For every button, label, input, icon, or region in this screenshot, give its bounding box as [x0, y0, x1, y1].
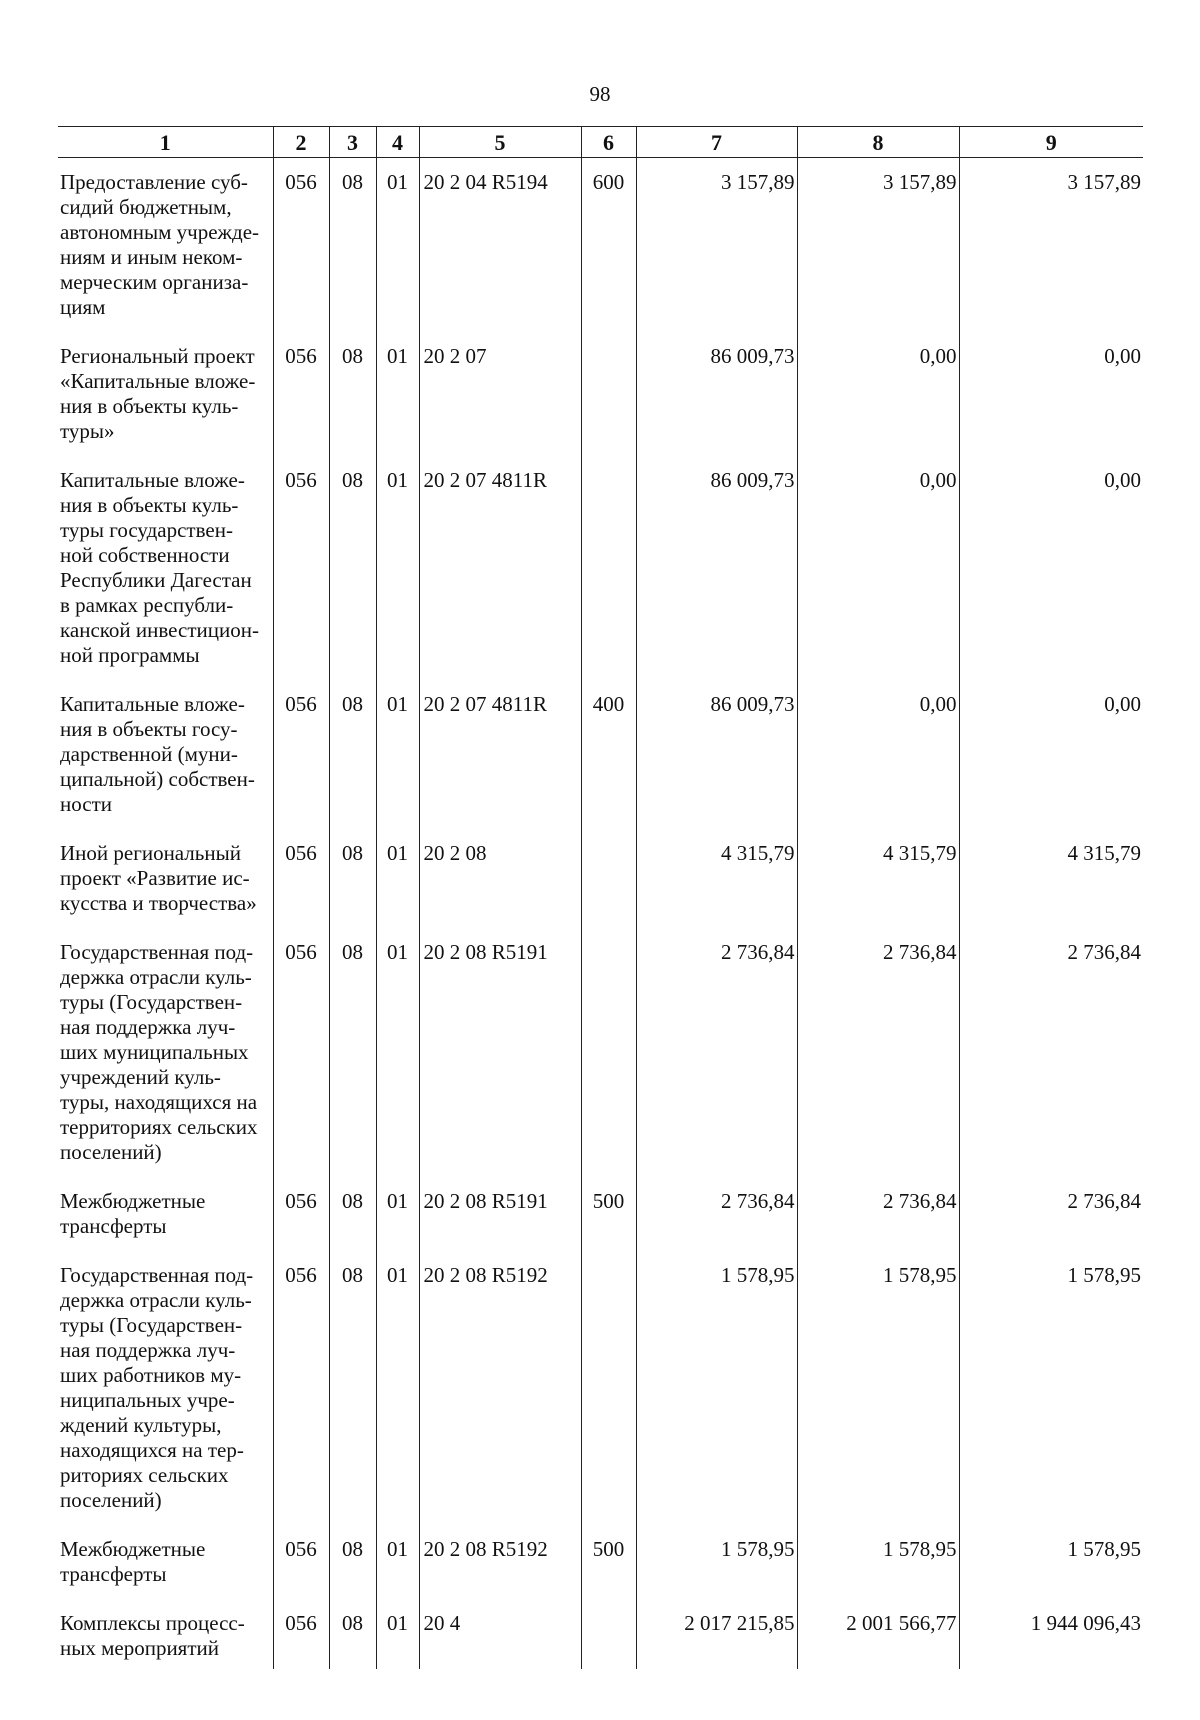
- subsection-cell: 01: [376, 332, 419, 456]
- column-header: 6: [581, 127, 636, 158]
- target-article-cell: 20 2 07 4811R: [419, 680, 581, 829]
- amount-cell: 1 578,95: [959, 1251, 1143, 1525]
- column-header: 7: [636, 127, 797, 158]
- column-header: 4: [376, 127, 419, 158]
- amount-cell: 2 736,84: [959, 928, 1143, 1177]
- amount-cell: 3 157,89: [636, 158, 797, 333]
- amount-cell: 1 578,95: [636, 1251, 797, 1525]
- subsection-cell: 01: [376, 1599, 419, 1669]
- section-cell: 08: [329, 332, 376, 456]
- table-row: [58, 1525, 1143, 1599]
- target-article-cell: 20 4: [419, 1599, 581, 1669]
- table-row: [58, 1251, 1143, 1525]
- expense-type-cell: [581, 829, 636, 928]
- expense-type-cell: [581, 1251, 636, 1525]
- row-name-cell: Комплексы процесс- ных мероприятий: [60, 1611, 245, 1660]
- table-row: [58, 680, 1143, 829]
- expense-type-cell: [581, 1599, 636, 1669]
- target-article-cell: 20 2 04 R5194: [419, 158, 581, 333]
- amount-cell: 0,00: [959, 456, 1143, 680]
- expense-type-cell: 600: [581, 158, 636, 333]
- expense-type-cell: [581, 332, 636, 456]
- amount-cell: 1 578,95: [797, 1525, 959, 1599]
- amount-cell: 3 157,89: [797, 158, 959, 333]
- amount-cell: 0,00: [959, 680, 1143, 829]
- column-header: 2: [273, 127, 329, 158]
- amount-cell: 4 315,79: [636, 829, 797, 928]
- section-cell: 08: [329, 1599, 376, 1669]
- amount-cell: 0,00: [797, 680, 959, 829]
- subsection-cell: 01: [376, 158, 419, 333]
- amount-cell: 0,00: [797, 456, 959, 680]
- subsection-cell: 01: [376, 680, 419, 829]
- target-article-cell: 20 2 08 R5192: [419, 1251, 581, 1525]
- expense-type-cell: [581, 456, 636, 680]
- row-name-cell: Капитальные вложе- ния в объекты куль- туры государствен- ной собственности Республики Дагестан в рамках республи- канской инвестицион- ной программы: [60, 468, 259, 667]
- code-cell: 056: [273, 456, 329, 680]
- amount-cell: 2 736,84: [797, 1177, 959, 1251]
- amount-cell: 2 736,84: [797, 928, 959, 1177]
- section-cell: 08: [329, 1177, 376, 1251]
- code-cell: 056: [273, 332, 329, 456]
- expense-type-cell: [581, 928, 636, 1177]
- amount-cell: 2 736,84: [636, 928, 797, 1177]
- table-row: [58, 1599, 1143, 1669]
- row-name-cell: Капитальные вложе- ния в объекты госу- дарственной (муни- ципальной) собствен- ности: [60, 692, 255, 816]
- amount-cell: 1 944 096,43: [959, 1599, 1143, 1669]
- budget-table: [58, 126, 1143, 1669]
- amount-cell: 2 736,84: [636, 1177, 797, 1251]
- amount-cell: 86 009,73: [636, 456, 797, 680]
- target-article-cell: 20 2 08 R5191: [419, 1177, 581, 1251]
- column-header: 1: [58, 127, 273, 158]
- amount-cell: 86 009,73: [636, 332, 797, 456]
- section-cell: 08: [329, 680, 376, 829]
- column-header: 8: [797, 127, 959, 158]
- row-name-cell: Государственная под- держка отрасли куль- туры (Государствен- ная поддержка луч- ших работников му- ниципальных учре- ждений культуры, находящихся на тер- риториях сельских поселений): [60, 1263, 254, 1512]
- expense-type-cell: 400: [581, 680, 636, 829]
- section-cell: 08: [329, 158, 376, 333]
- column-header: 3: [329, 127, 376, 158]
- code-cell: 056: [273, 158, 329, 333]
- amount-cell: 1 578,95: [636, 1525, 797, 1599]
- target-article-cell: 20 2 08 R5191: [419, 928, 581, 1177]
- row-name-cell: Межбюджетные трансферты: [60, 1537, 206, 1586]
- target-article-cell: 20 2 07: [419, 332, 581, 456]
- subsection-cell: 01: [376, 928, 419, 1177]
- row-name-cell: Иной региональный проект «Развитие ис- кусства и творчества»: [60, 841, 257, 915]
- row-name-cell: Межбюджетные трансферты: [60, 1189, 206, 1238]
- table-row: [58, 829, 1143, 928]
- expense-type-cell: 500: [581, 1177, 636, 1251]
- code-cell: 056: [273, 1177, 329, 1251]
- target-article-cell: 20 2 08 R5192: [419, 1525, 581, 1599]
- subsection-cell: 01: [376, 1525, 419, 1599]
- code-cell: 056: [273, 928, 329, 1177]
- amount-cell: 4 315,79: [959, 829, 1143, 928]
- amount-cell: 3 157,89: [959, 158, 1143, 333]
- subsection-cell: 01: [376, 1177, 419, 1251]
- target-article-cell: 20 2 08: [419, 829, 581, 928]
- amount-cell: 1 578,95: [959, 1525, 1143, 1599]
- section-cell: 08: [329, 1251, 376, 1525]
- page-number: 98: [589, 82, 611, 106]
- code-cell: 056: [273, 680, 329, 829]
- target-article-cell: 20 2 07 4811R: [419, 456, 581, 680]
- table-row: [58, 332, 1143, 456]
- subsection-cell: 01: [376, 456, 419, 680]
- code-cell: 056: [273, 829, 329, 928]
- subsection-cell: 01: [376, 829, 419, 928]
- table-row: [58, 158, 1143, 333]
- row-name-cell: Государственная под- держка отрасли куль- туры (Государствен- ная поддержка луч- ших муниципальных учреждений куль- туры, находящихся на территориях сельских поселений): [60, 940, 258, 1164]
- expense-type-cell: 500: [581, 1525, 636, 1599]
- table-row: [58, 1177, 1143, 1251]
- table-row: [58, 456, 1143, 680]
- row-name-cell: Региональный проект «Капитальные вложе- ния в объекты куль- туры»: [60, 344, 256, 443]
- section-cell: 08: [329, 1525, 376, 1599]
- subsection-cell: 01: [376, 1251, 419, 1525]
- section-cell: 08: [329, 829, 376, 928]
- amount-cell: 2 017 215,85: [636, 1599, 797, 1669]
- code-cell: 056: [273, 1525, 329, 1599]
- amount-cell: 2 736,84: [959, 1177, 1143, 1251]
- section-cell: 08: [329, 456, 376, 680]
- section-cell: 08: [329, 928, 376, 1177]
- column-header: 5: [419, 127, 581, 158]
- amount-cell: 0,00: [797, 332, 959, 456]
- table-body: [58, 158, 1143, 1670]
- code-cell: 056: [273, 1251, 329, 1525]
- table-row: [58, 928, 1143, 1177]
- amount-cell: 2 001 566,77: [797, 1599, 959, 1669]
- column-header: 9: [959, 127, 1143, 158]
- header-row: [58, 127, 1143, 158]
- code-cell: 056: [273, 1599, 329, 1669]
- amount-cell: 4 315,79: [797, 829, 959, 928]
- row-name-cell: Предоставление суб- сидий бюджетным, автономным учрежде- ниям и иным неком- мерческим организа- циям: [60, 170, 260, 319]
- amount-cell: 0,00: [959, 332, 1143, 456]
- amount-cell: 1 578,95: [797, 1251, 959, 1525]
- amount-cell: 86 009,73: [636, 680, 797, 829]
